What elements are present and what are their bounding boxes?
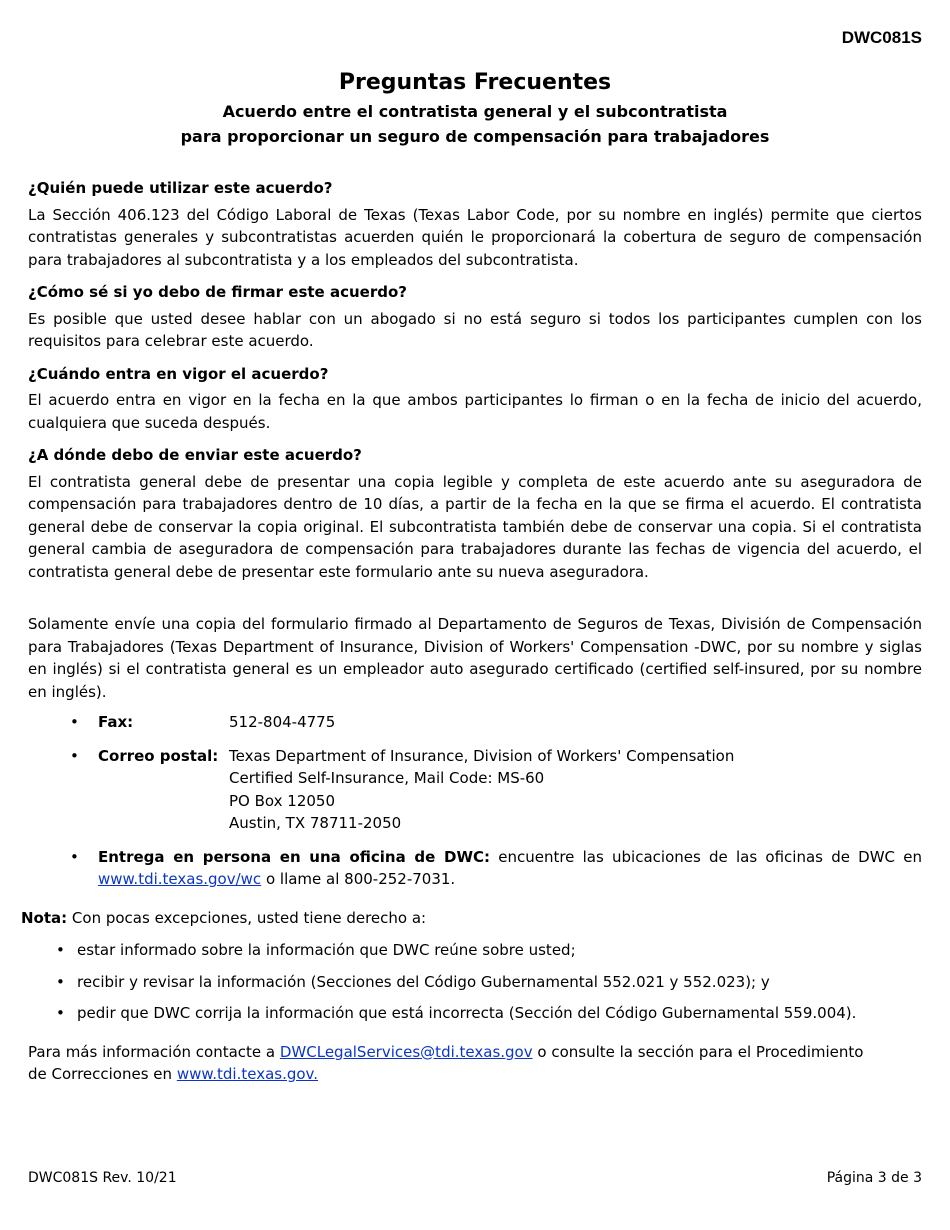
page-title: Preguntas Frecuentes <box>338 70 612 95</box>
note-label: Nota: <box>21 908 68 927</box>
more-info-text: o consulte la sección para el Procedimiento <box>532 1042 864 1061</box>
dwc-offices-link[interactable]: www.tdi.texas.gov/wc <box>98 870 262 888</box>
legal-services-email-link[interactable]: DWCLegalServices@tdi.texas.gov <box>279 1042 533 1061</box>
rights-item: • estar informado sobre la información que DWC reúne sobre usted; <box>28 939 922 962</box>
rights-item: • pedir que DWC corrija la información que está incorrecta (Sección del Código Gubernamental 559.004). <box>28 1002 922 1025</box>
question-when: ¿Cuándo entra en vigor el acuerdo? <box>28 364 329 383</box>
question-who: ¿Quién puede utilizar este acuerdo? <box>28 179 333 197</box>
more-info <box>28 1041 922 1086</box>
fax-value: 512-804-4775 <box>229 713 336 731</box>
subtitle-line-1: Acuerdo entre el contratista general y el subcontratista <box>222 102 728 121</box>
mail-line: Texas Department of Insurance, Division of Workers' Compensation <box>229 746 735 765</box>
footer-page-number: Página 3 de 3 <box>826 1170 922 1186</box>
inperson-text: encuentre las ubicaciones de las oficinas de DWC en <box>490 847 922 866</box>
send-paragraph: Solamente envíe una copia del formulario firmado al Departamento de Seguros de Texas, División de Compensación para Trabajadores (Texas Department of Insurance, Division of Workers' Compensation -DWC, por su nombre y siglas en inglés) si el contratista general es un empleador auto asegurado certificado (certified self-insured, por su nombre en inglés). <box>28 615 922 701</box>
inperson-label: Entrega en persona en una oficina de DWC: <box>98 847 490 866</box>
tdi-website-link[interactable]: www.tdi.texas.gov. <box>176 1065 319 1083</box>
inperson-tail: o llame al 800-252-7031. <box>261 870 456 888</box>
form-id: DWC081S <box>841 28 922 47</box>
mail-line: Austin, TX 78711-2050 <box>229 814 402 832</box>
answer-when: El acuerdo entra en vigor en la fecha en la que ambos participantes lo firman o en la fecha de inicio del acuerdo, cualquiera que suceda después. <box>28 391 922 432</box>
contact-fax <box>28 711 922 734</box>
question-how: ¿Cómo sé si yo debo de firmar este acuerdo? <box>28 283 407 301</box>
contact-inperson <box>28 846 922 891</box>
rights-item: • recibir y revisar la información (Secciones del Código Gubernamental 552.021 y 552.023); y <box>28 971 922 994</box>
rights-list <box>28 939 922 1025</box>
more-info-text: de Correcciones en <box>28 1065 177 1083</box>
mail-line: PO Box 12050 <box>229 791 335 810</box>
note-text: Con pocas excepciones, usted tiene derecho a: <box>67 908 427 927</box>
document-body <box>21 177 922 1086</box>
answer-who: La Sección 406.123 del Código Laboral de Texas (Texas Labor Code, por su nombre en inglés) permite que ciertos contratistas generales y subcontratistas acuerden quién le proporcionará la cobertura de seguro de compensación para trabajadores al subcontratista y a los empleados del subcontratista. <box>28 205 922 269</box>
mail-label: • Correo postal: <box>98 746 219 765</box>
note <box>21 907 922 930</box>
answer-how: Es posible que usted desee hablar con un abogado si no está seguro si todos los participantes cumplen con los requisitos para celebrar este acuerdo. <box>28 309 922 350</box>
mail-line: Certified Self-Insurance, Mail Code: MS-60 <box>229 769 545 787</box>
contact-mail <box>28 745 922 835</box>
answer-where: El contratista general debe de presentar una copia legible y completa de este acuerdo ante su aseguradora de compensación para trabajadores dentro de 10 días, a partir de la fecha en la que se firma el acuerdo. El contratista general debe de conservar la copia original. El subcontratista también debe de conservar una copia. Si el contratista general cambia de aseguradora de compensación para trabajadores durante las fechas de vigencia del acuerdo, el contratista general debe de presentar este formulario ante su nueva aseguradora. <box>28 472 922 581</box>
more-info-text: Para más información contacte a <box>28 1042 280 1061</box>
subtitle-line-2: para proporcionar un seguro de compensación para trabajadores <box>180 127 770 146</box>
footer-revision: DWC081S Rev. 10/21 <box>28 1170 177 1186</box>
contact-list <box>28 711 922 891</box>
question-where: ¿A dónde debo de enviar este acuerdo? <box>28 446 362 464</box>
fax-label: • Fax: <box>98 713 134 731</box>
mail-address <box>229 745 734 835</box>
